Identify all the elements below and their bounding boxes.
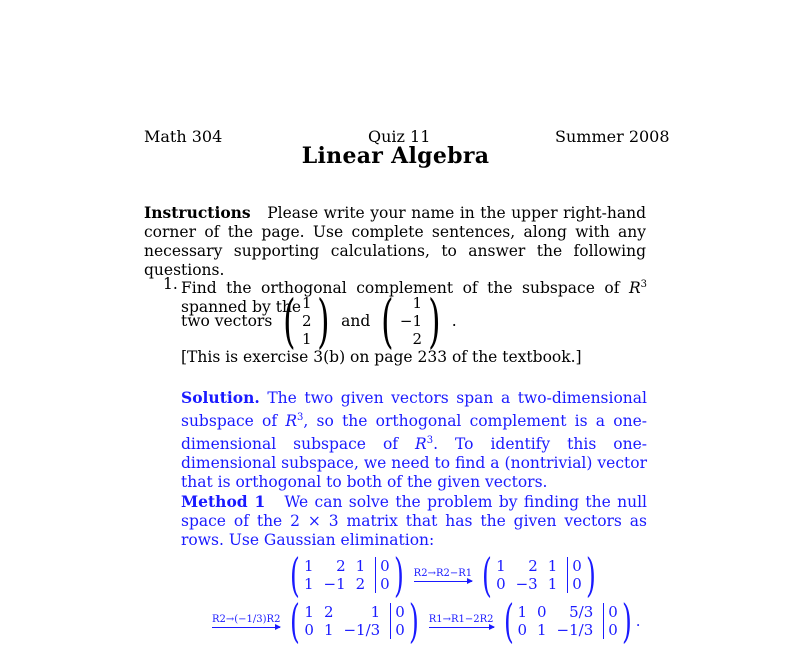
matrix-entry: 1 bbox=[303, 575, 314, 593]
matrix-entry: 1 bbox=[547, 575, 558, 593]
solution-space-exp-1: 3 bbox=[297, 412, 304, 423]
solution-text-a: The two given vectors span a two-dimensional subspace of bbox=[181, 389, 647, 431]
matrix-entry: 0 bbox=[517, 621, 527, 639]
vector-1: ( 1 2 1 ) bbox=[283, 287, 331, 355]
vectors-end: . bbox=[451, 312, 457, 330]
matrix-entry: 0 bbox=[375, 557, 390, 575]
method1-text: We can solve the problem by finding the null space of the 2 × 3 matrix that has the given vectors as rows. Use Gaussian elimination: bbox=[181, 493, 648, 549]
matrix-1: ( 1 2 1 0 1 −1 2 0 ) bbox=[290, 548, 404, 602]
vectors-joiner: and bbox=[341, 312, 371, 330]
matrix-2: ( 1 2 1 0 0 −3 1 0 ) bbox=[482, 548, 596, 602]
vectors-line bbox=[181, 287, 457, 355]
vector-2-entries bbox=[399, 294, 423, 348]
textbook-reference: [This is exercise 3(b) on page 233 of the textbook.] bbox=[181, 348, 582, 366]
row-op-arrow-1 bbox=[414, 568, 472, 582]
matrix-entry: 0 bbox=[603, 603, 618, 621]
method1-paragraph bbox=[181, 492, 647, 550]
matrix-entry: 0 bbox=[304, 621, 314, 639]
matrix-entry: 1 bbox=[517, 603, 527, 621]
vector-entry: 1 bbox=[412, 294, 423, 312]
solution-paragraph bbox=[181, 388, 647, 492]
space-symbol: R bbox=[628, 279, 641, 298]
quiz-label: Quiz 11 bbox=[368, 127, 431, 146]
matrix-entry: −1/3 bbox=[343, 621, 381, 639]
elimination-row-1 bbox=[286, 548, 600, 602]
question-text-after: spanned by the bbox=[181, 298, 302, 317]
question-number: 1. bbox=[163, 275, 178, 293]
vectors-prefix: two vectors bbox=[181, 312, 273, 330]
vector-entry: −1 bbox=[399, 312, 423, 330]
row-op-arrow-2 bbox=[212, 614, 280, 628]
vector-entry: 2 bbox=[412, 330, 423, 348]
solution-space-symbol-1: R bbox=[285, 412, 298, 431]
instructions-paragraph bbox=[144, 203, 646, 280]
solution-space-exp-2: 3 bbox=[426, 435, 434, 447]
matrix-entry: 1 bbox=[323, 621, 334, 639]
method1-label: Method 1 bbox=[181, 492, 266, 511]
matrix-entry: 2 bbox=[323, 603, 334, 621]
matrix-entry: 0 bbox=[375, 575, 390, 593]
matrix-entry: 1 bbox=[355, 557, 366, 575]
matrix-entry: 0 bbox=[537, 603, 547, 621]
matrix-entry: 1 bbox=[304, 603, 314, 621]
row-op-label-1: R2→R2−R1 bbox=[413, 568, 473, 579]
vector-entry: 1 bbox=[301, 294, 312, 312]
matrix-entry: 2 bbox=[355, 575, 366, 593]
matrix-3: ( 1 2 1 0 0 1 −1/3 0 ) bbox=[290, 594, 419, 648]
matrix-entry: 2 bbox=[336, 557, 346, 575]
solution-text-b: , so the orthogonal complement is a one-dimensional subspace of bbox=[181, 412, 647, 454]
matrix-entry: 1 bbox=[303, 557, 314, 575]
matrix-2-entries bbox=[496, 557, 582, 593]
matrix-entry: 2 bbox=[528, 557, 538, 575]
matrix-entry: 5/3 bbox=[569, 603, 594, 621]
row-op-arrow-3 bbox=[429, 614, 494, 628]
row-op-label-2: R2→(−1/3)R2 bbox=[212, 614, 281, 625]
vector-2: ( 1 −1 2 ) bbox=[381, 287, 441, 355]
trailing-period: . bbox=[635, 612, 641, 630]
matrix-entry: 0 bbox=[567, 557, 582, 575]
matrix-entry: 0 bbox=[567, 575, 582, 593]
matrix-entry: 0 bbox=[390, 621, 405, 639]
matrix-entry: 1 bbox=[537, 621, 547, 639]
course-label: Math 304 bbox=[144, 127, 223, 146]
solution-text-c: . To identify this one-dimensional subspace, we need to find a (nontrivial) vector that is orthogonal to both of the given vectors. bbox=[181, 435, 647, 492]
solution-space-symbol-2: R bbox=[415, 435, 427, 454]
matrix-entry: 0 bbox=[603, 621, 618, 639]
matrix-entry: −3 bbox=[515, 575, 538, 593]
elimination-row-2 bbox=[206, 594, 641, 648]
matrix-entry: 1 bbox=[496, 557, 506, 575]
matrix-entry: −1/3 bbox=[556, 621, 594, 639]
matrix-entry: 1 bbox=[547, 557, 558, 575]
term-label: Summer 2008 bbox=[555, 127, 670, 146]
instructions-label: Instructions bbox=[144, 203, 251, 222]
vector-entry: 1 bbox=[301, 330, 312, 348]
matrix-4: ( 1 0 5/3 0 0 1 −1/3 0 ) bbox=[503, 594, 632, 648]
matrix-4-entries bbox=[517, 603, 617, 639]
vector-entry: 2 bbox=[301, 312, 312, 330]
solution-label: Solution. bbox=[181, 388, 260, 407]
matrix-entry: 0 bbox=[496, 575, 506, 593]
matrix-1-entries bbox=[304, 557, 390, 593]
matrix-entry: −1 bbox=[323, 575, 346, 593]
page-title: Linear Algebra bbox=[301, 143, 490, 169]
matrix-entry: 0 bbox=[390, 603, 405, 621]
instructions-text: Please write your name in the upper right-hand corner of the page. Use complete sentences, along with any necessary supporting calculations, to answer the following questions. bbox=[144, 204, 646, 279]
matrix-entry: 1 bbox=[370, 603, 381, 621]
matrix-3-entries bbox=[304, 603, 404, 639]
vector-1-entries bbox=[301, 294, 313, 348]
question-text-before: Find the orthogonal complement of the subspace of bbox=[181, 279, 620, 298]
row-op-label-3: R1→R1−2R2 bbox=[428, 614, 494, 625]
space-exponent: 3 bbox=[640, 279, 648, 290]
